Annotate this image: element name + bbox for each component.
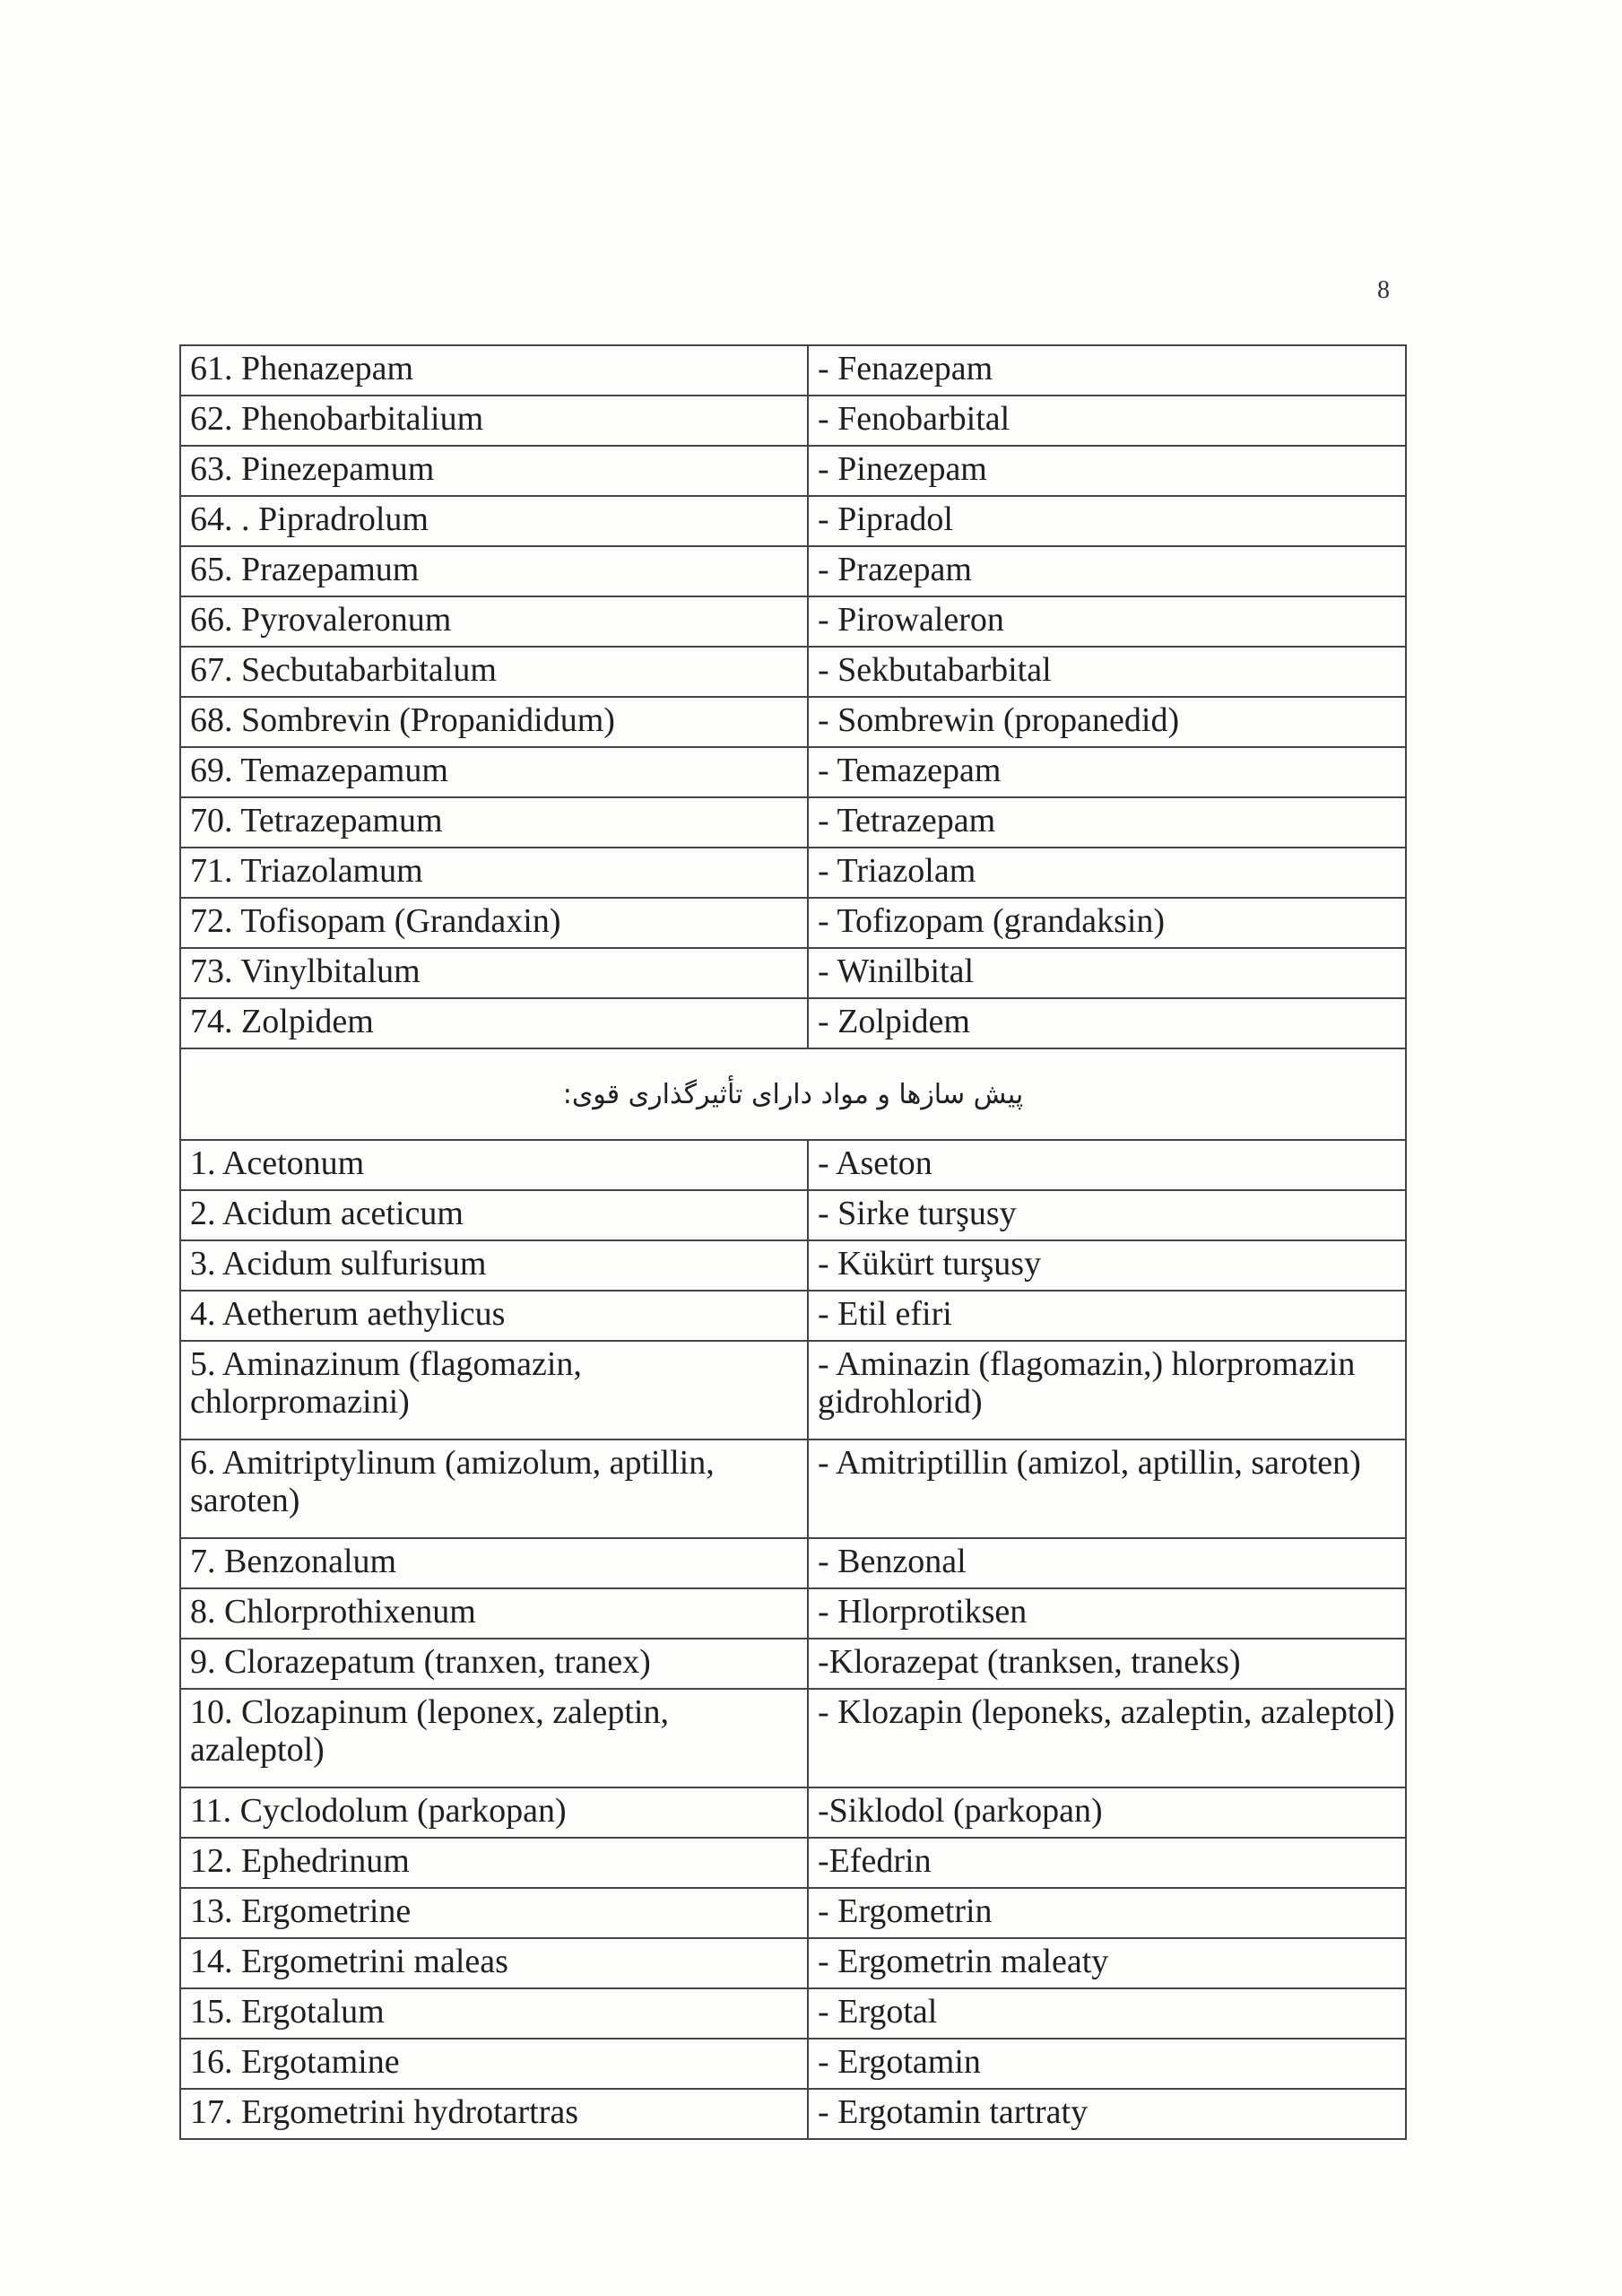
latin-name-cell: 1. Acetonum: [181, 1141, 809, 1189]
latin-name-cell: 73. Vinylbitalum: [181, 949, 809, 997]
local-name-cell: -Efedrin: [818, 1842, 932, 1880]
latin-name-cell: 70. Tetrazepamum: [181, 798, 809, 847]
local-name-cell: - Tofizopam (grandaksin): [818, 902, 1166, 940]
local-name-cell: -Klorazepat (tranksen, traneks): [818, 1643, 1241, 1681]
local-name-cell: - Sirke turşusy: [818, 1195, 1017, 1232]
section-2-heading: پیش سازها و مواد دارای تأثیرگذاری قوی:: [562, 1078, 1024, 1110]
table-row: [181, 1342, 1405, 1440]
local-name-cell: - Fenazepam: [818, 350, 993, 387]
local-name-cell: - Ergometrin maleaty: [818, 1943, 1109, 1980]
local-name-cell: - Aminazin (flagomazin,) hlorpromazin gidrohlorid): [818, 1345, 1356, 1421]
local-name-cell: - Etil efiri: [818, 1295, 952, 1333]
table-row: [181, 2090, 1405, 2140]
latin-name-cell: 8. Chlorprothixenum: [181, 1589, 809, 1638]
table-row: [181, 848, 1405, 899]
latin-name-cell: 65. Prazepamum: [181, 547, 809, 596]
local-name-cell: - Klozapin (leponeks, azaleptin, azaleptol): [818, 1693, 1395, 1731]
table-row: [181, 497, 1405, 547]
table-row: [181, 1440, 1405, 1539]
table-row: [181, 597, 1405, 648]
local-name-cell: - Aseton: [818, 1144, 932, 1182]
local-name-cell: - Winilbital: [818, 952, 975, 990]
table-row: [181, 798, 1405, 848]
section-2-heading-row: [181, 1049, 1405, 1141]
local-name-cell: - Zolpidem: [818, 1003, 970, 1040]
latin-name-cell: 61. Phenazepam: [181, 346, 809, 395]
table-row: [181, 547, 1405, 597]
table-row: [181, 899, 1405, 949]
latin-name-cell: 5. Aminazinum (flagomazin, chlorpromazini): [181, 1342, 809, 1439]
table-row: [181, 2039, 1405, 2090]
table-row: [181, 1989, 1405, 2039]
table-row: [181, 949, 1405, 999]
latin-name-cell: 4. Aetherum aethylicus: [181, 1292, 809, 1340]
latin-name-cell: 74. Zolpidem: [181, 999, 809, 1048]
page-number: 8: [1377, 276, 1390, 304]
latin-name-cell: 63. Pinezepamum: [181, 447, 809, 495]
local-name-cell: - Triazolam: [818, 852, 976, 890]
local-name-cell: - Hlorprotiksen: [818, 1593, 1028, 1631]
local-name-cell: - Tetrazepam: [818, 802, 996, 839]
latin-name-cell: 10. Clozapinum (leponex, zaleptin, azaleptol): [181, 1690, 809, 1787]
local-name-cell: - Ergotamin tartraty: [818, 2093, 1089, 2131]
local-name-cell: - Temazepam: [818, 752, 1002, 789]
substance-table: [179, 344, 1407, 2140]
local-name-cell: - Pinezepam: [818, 450, 987, 488]
section-2-rows: [181, 1141, 1405, 2140]
latin-name-cell: 13. Ergometrine: [181, 1889, 809, 1937]
table-row: [181, 1191, 1405, 1241]
local-name-cell: - Fenobarbital: [818, 400, 1010, 438]
local-name-cell: - Pipradol: [818, 500, 953, 538]
latin-name-cell: 64. . Pipradrolum: [181, 497, 809, 545]
latin-name-cell: 15. Ergotalum: [181, 1989, 809, 2038]
latin-name-cell: 12. Ephedrinum: [181, 1839, 809, 1887]
table-row: [181, 1839, 1405, 1889]
table-row: [181, 346, 1405, 396]
latin-name-cell: 7. Benzonalum: [181, 1539, 809, 1587]
latin-name-cell: 69. Temazepamum: [181, 748, 809, 796]
local-name-cell: - Ergotamin: [818, 2043, 981, 2081]
table-row: [181, 1539, 1405, 1589]
table-row: [181, 1292, 1405, 1342]
latin-name-cell: 14. Ergometrini maleas: [181, 1939, 809, 1987]
local-name-cell: - Prazepam: [818, 551, 972, 588]
local-name-cell: - Amitriptillin (amizol, aptillin, saroten): [818, 1444, 1361, 1482]
table-row: [181, 648, 1405, 698]
latin-name-cell: 16. Ergotamine: [181, 2039, 809, 2088]
local-name-cell: - Sombrewin (propanedid): [818, 701, 1180, 739]
latin-name-cell: 62. Phenobarbitalium: [181, 396, 809, 445]
latin-name-cell: 6. Amitriptylinum (amizolum, aptillin, saroten): [181, 1440, 809, 1537]
table-row: [181, 698, 1405, 748]
table-row: [181, 1241, 1405, 1292]
latin-name-cell: 66. Pyrovaleronum: [181, 597, 809, 646]
latin-name-cell: 9. Clorazepatum (tranxen, tranex): [181, 1639, 809, 1688]
table-row: [181, 1690, 1405, 1788]
table-row: [181, 1889, 1405, 1939]
table-row: [181, 999, 1405, 1049]
local-name-cell: - Kükürt turşusy: [818, 1245, 1042, 1283]
table-row: [181, 1141, 1405, 1191]
table-row: [181, 396, 1405, 447]
table-row: [181, 1589, 1405, 1639]
section-1-rows: [181, 346, 1405, 1049]
latin-name-cell: 72. Tofisopam (Grandaxin): [181, 899, 809, 947]
latin-name-cell: 71. Triazolamum: [181, 848, 809, 897]
table-row: [181, 447, 1405, 497]
table-row: [181, 1939, 1405, 1989]
latin-name-cell: 67. Secbutabarbitalum: [181, 648, 809, 696]
table-row: [181, 1788, 1405, 1839]
local-name-cell: - Sekbutabarbital: [818, 651, 1052, 689]
local-name-cell: -Siklodol (parkopan): [818, 1792, 1103, 1830]
latin-name-cell: 68. Sombrevin (Propanididum): [181, 698, 809, 746]
local-name-cell: - Pirowaleron: [818, 601, 1004, 639]
table-row: [181, 748, 1405, 798]
latin-name-cell: 11. Cyclodolum (parkopan): [181, 1788, 809, 1837]
local-name-cell: - Ergotal: [818, 1993, 938, 2031]
latin-name-cell: 3. Acidum sulfurisum: [181, 1241, 809, 1290]
local-name-cell: - Benzonal: [818, 1543, 967, 1580]
local-name-cell: - Ergometrin: [818, 1892, 993, 1930]
latin-name-cell: 2. Acidum aceticum: [181, 1191, 809, 1239]
table-row: [181, 1639, 1405, 1690]
latin-name-cell: 17. Ergometrini hydrotartras: [181, 2090, 809, 2138]
